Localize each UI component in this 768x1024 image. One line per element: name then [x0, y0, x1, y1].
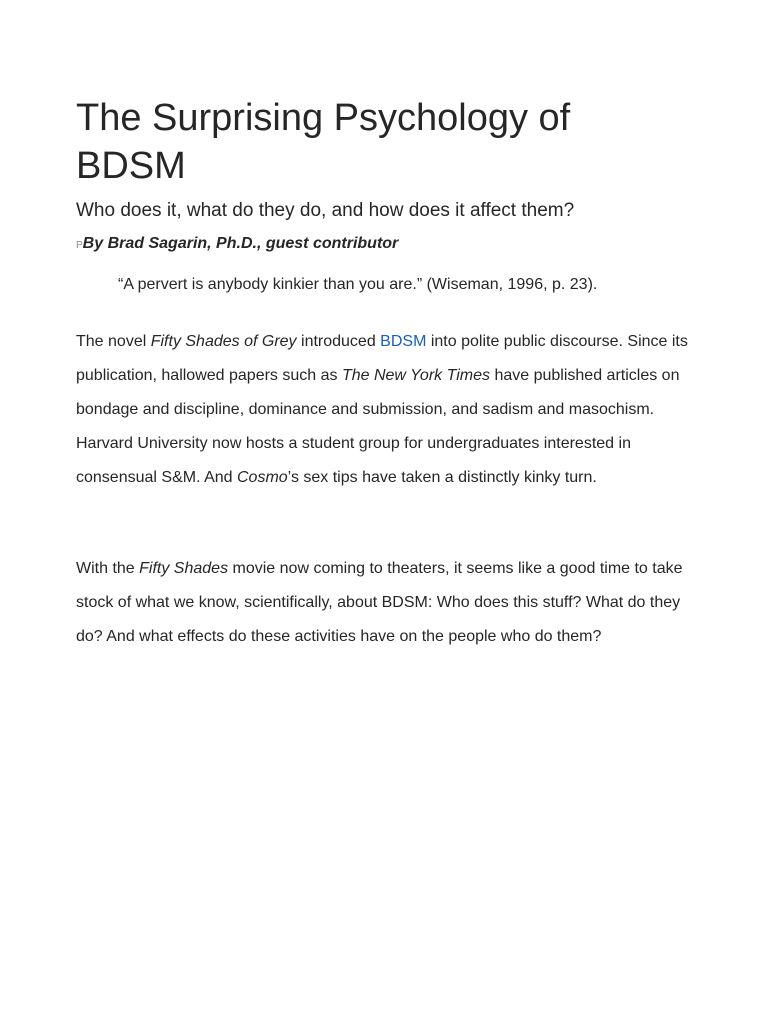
paragraph-text: movie now coming to theaters, it seems like a good time to take stock of what we know, scientifically, about BDSM: Who does this stuff? What do they do? And what effects do these activities have on the people who do them? — [76, 560, 683, 645]
paragraph-text: The novel — [76, 333, 151, 350]
byline-marker: P — [76, 240, 83, 251]
epigraph-quote: “A pervert is anybody kinkier than you are.” (Wiseman, 1996, p. 23). — [118, 276, 598, 293]
movie-title: Fifty Shades — [139, 560, 229, 577]
bdsm-link[interactable]: BDSM — [380, 333, 427, 350]
body-paragraph-2 — [76, 552, 688, 654]
paragraph-text: ’s sex tips have taken a distinctly kinky turn. — [287, 469, 597, 486]
book-title: Fifty Shades of Grey — [150, 333, 297, 350]
paragraph-text: introduced — [296, 333, 381, 350]
article-title: The Surprising Psychology of BDSM — [76, 97, 571, 187]
body-paragraph-1 — [76, 325, 688, 495]
article-subtitle: Who does it, what do they do, and how does it affect them? — [76, 200, 575, 221]
paragraph-text: into polite public discourse. Since its publication, hallowed papers such as — [76, 333, 688, 384]
byline — [76, 233, 688, 257]
paragraph-text: With the — [76, 560, 140, 577]
newspaper-title: The New York Times — [341, 367, 491, 384]
paragraph-text: have published articles on bondage and discipline, dominance and submission, and sadism and masochism. Harvard University now hosts a student group for undergraduates interested in consensual S&M. And — [76, 367, 680, 486]
byline-text: By Brad Sagarin, Ph.D., guest contributor — [82, 235, 399, 252]
magazine-title: Cosmo — [236, 469, 288, 486]
